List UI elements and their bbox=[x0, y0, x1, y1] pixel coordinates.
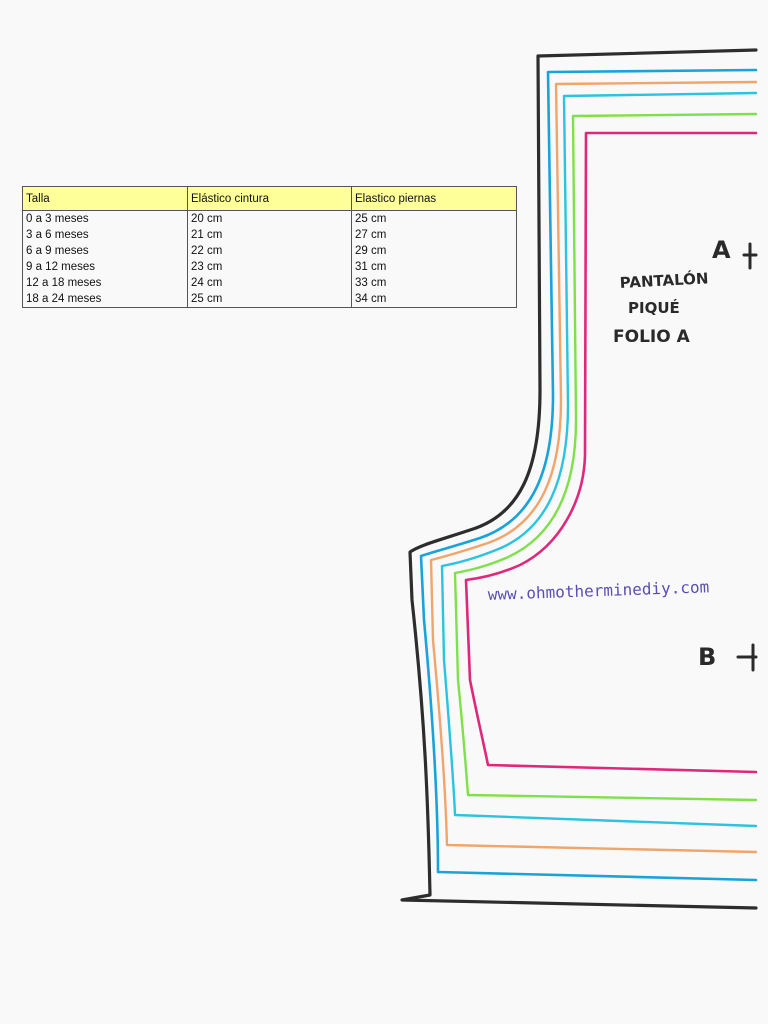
pattern-cut-line bbox=[402, 50, 756, 908]
header-talla: Talla bbox=[23, 187, 188, 211]
cell-piernas: 27 cm bbox=[352, 227, 517, 243]
mark-b-label: B bbox=[698, 643, 717, 671]
mark-a-cross bbox=[744, 244, 756, 268]
cell-piernas: 33 cm bbox=[352, 275, 517, 291]
pattern-size-line bbox=[466, 133, 756, 772]
cell-cintura: 22 cm bbox=[188, 243, 352, 259]
mark-a-label: A bbox=[712, 236, 731, 264]
mark-b-cross bbox=[738, 645, 756, 670]
pattern-size-line bbox=[421, 70, 756, 880]
header-elastico-cintura: Elástico cintura bbox=[188, 187, 352, 211]
pattern-size-line bbox=[431, 82, 756, 852]
pattern-title-line-1: PANTALÓN bbox=[619, 269, 709, 292]
cell-cintura: 24 cm bbox=[188, 275, 352, 291]
pattern-title-line-2: PIQUÉ bbox=[628, 299, 680, 317]
header-elastico-piernas: Elastico piernas bbox=[352, 187, 517, 211]
cell-talla: 18 a 24 meses bbox=[23, 291, 188, 308]
cell-talla: 0 a 3 meses bbox=[23, 211, 188, 228]
cell-talla: 9 a 12 meses bbox=[23, 259, 188, 275]
cell-cintura: 21 cm bbox=[188, 227, 352, 243]
cell-talla: 6 a 9 meses bbox=[23, 243, 188, 259]
cell-cintura: 25 cm bbox=[188, 291, 352, 308]
pattern-size-line bbox=[442, 93, 756, 826]
website-label: www.ohmotherminediy.com bbox=[487, 577, 710, 604]
cell-talla: 12 a 18 meses bbox=[23, 275, 188, 291]
cell-talla: 3 a 6 meses bbox=[23, 227, 188, 243]
pattern-size-line bbox=[455, 114, 756, 800]
cell-cintura: 20 cm bbox=[188, 211, 352, 228]
cell-piernas: 34 cm bbox=[352, 291, 517, 308]
cell-cintura: 23 cm bbox=[188, 259, 352, 275]
cell-piernas: 25 cm bbox=[352, 211, 517, 228]
cell-piernas: 31 cm bbox=[352, 259, 517, 275]
pattern-title-line-3: FOLIO A bbox=[613, 327, 690, 347]
cell-piernas: 29 cm bbox=[352, 243, 517, 259]
